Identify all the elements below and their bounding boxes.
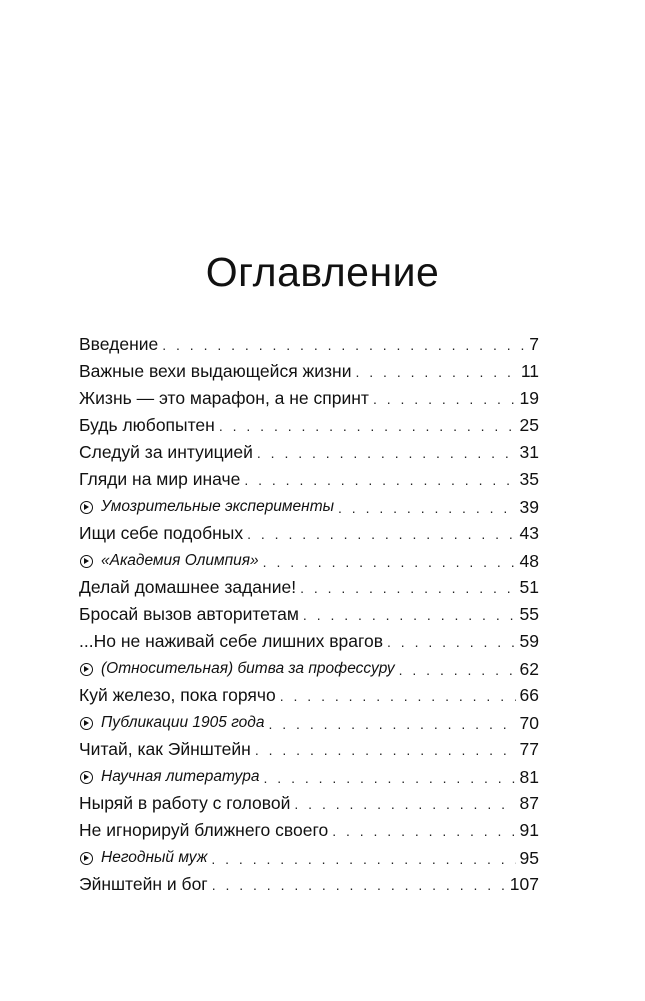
toc-entry[interactable] [79, 412, 539, 439]
play-circle-icon [80, 501, 93, 514]
dot-leader [212, 872, 506, 899]
entry-title: Читай, как Эйнштейн [79, 739, 251, 759]
toc-entry[interactable] [79, 682, 539, 709]
page-title: Оглавление [205, 249, 440, 295]
entry-title: Публикации 1905 года [101, 714, 265, 731]
toc-subentry[interactable] [79, 709, 539, 736]
entry-title: Эйнштейн и бог [79, 874, 208, 894]
page-number: 25 [519, 415, 539, 435]
entry-title: Куй железо, пока горячо [79, 685, 276, 705]
dot-leader [280, 683, 516, 710]
entry-title: Введение [79, 334, 159, 354]
page-number: 62 [519, 659, 539, 679]
page-number: 35 [519, 469, 539, 489]
toc-entry[interactable] [79, 601, 539, 628]
dot-leader [332, 818, 515, 845]
page-number: 66 [519, 685, 539, 705]
dot-leader [303, 602, 516, 629]
play-circle-icon [80, 771, 93, 784]
entry-title: Бросай вызов авторитетам [79, 604, 299, 624]
page-number: 31 [519, 442, 539, 462]
dot-leader [244, 467, 515, 494]
dot-leader [247, 521, 515, 548]
toc-entry[interactable] [79, 331, 539, 358]
entry-title: Будь любопытен [79, 415, 215, 435]
toc-entry[interactable] [79, 520, 539, 547]
page-number: 95 [519, 848, 539, 868]
toc-entry[interactable] [79, 466, 539, 493]
entry-title: Делай домашнее задание! [79, 577, 297, 597]
dot-leader [373, 386, 516, 413]
entry-title: Научная литература [101, 768, 260, 785]
page-number: 70 [519, 713, 539, 733]
play-circle-icon [80, 555, 93, 568]
toc-entry[interactable] [79, 628, 539, 655]
page-number: 19 [519, 388, 539, 408]
dot-leader [294, 791, 515, 818]
page-number: 51 [519, 577, 539, 597]
toc-subentry[interactable] [79, 844, 539, 871]
entry-title: Следуй за интуицией [79, 442, 253, 462]
dot-leader [211, 846, 515, 873]
entry-title: Умозрительные эксперименты [101, 498, 335, 515]
toc-subentry[interactable] [79, 763, 539, 790]
entry-title: Негодный муж [101, 849, 208, 866]
entry-title: Гляди на мир иначе [79, 469, 241, 489]
page-number: 107 [509, 874, 539, 894]
dot-leader [263, 549, 516, 576]
dot-leader [264, 765, 516, 792]
entry-title: Жизнь — это марафон, а не спринт [79, 388, 369, 408]
entry-title: Не игнорируй ближнего своего [79, 820, 329, 840]
entry-title: Ныряй в работу с головой [79, 793, 291, 813]
entry-title: (Относительная) битва за профессуру [101, 660, 395, 677]
page-number: 77 [519, 739, 539, 759]
dot-leader [268, 711, 515, 738]
entry-title: «Академия Олимпия» [101, 552, 259, 569]
dot-leader [219, 413, 516, 440]
page-number: 87 [519, 793, 539, 813]
play-circle-icon [80, 852, 93, 865]
toc-entry[interactable] [79, 790, 539, 817]
toc-entry[interactable] [79, 736, 539, 763]
page-number: 7 [529, 334, 539, 354]
toc-entry[interactable] [79, 871, 539, 898]
dot-leader [300, 575, 515, 602]
play-circle-icon [80, 717, 93, 730]
dot-leader [399, 657, 516, 684]
page-number: 43 [519, 523, 539, 543]
entry-title: Важные вехи выдающейся жизни [79, 361, 352, 381]
page-number: 91 [519, 820, 539, 840]
dot-leader [387, 629, 516, 656]
entry-title: ...Но не наживай себе лишних врагов [79, 631, 384, 651]
toc-subentry[interactable] [79, 493, 539, 520]
toc-entry[interactable] [79, 358, 539, 385]
toc-entry[interactable] [79, 385, 539, 412]
page-number: 11 [520, 361, 539, 381]
toc-subentry[interactable] [79, 547, 539, 574]
page-number: 59 [519, 631, 539, 651]
dot-leader [255, 737, 516, 764]
play-circle-icon [80, 663, 93, 676]
toc-entry[interactable] [79, 574, 539, 601]
toc-entry[interactable] [79, 439, 539, 466]
entry-title: Ищи себе подобных [79, 523, 244, 543]
dot-leader [162, 332, 525, 359]
dot-leader [355, 359, 516, 386]
toc-entry[interactable] [79, 817, 539, 844]
page-number: 81 [519, 767, 539, 787]
dot-leader [338, 495, 516, 522]
page-number: 39 [519, 497, 539, 517]
dot-leader [257, 440, 516, 467]
page-number: 55 [519, 604, 539, 624]
toc-subentry[interactable] [79, 655, 539, 682]
page-number: 48 [519, 551, 539, 571]
table-of-contents [79, 331, 539, 898]
